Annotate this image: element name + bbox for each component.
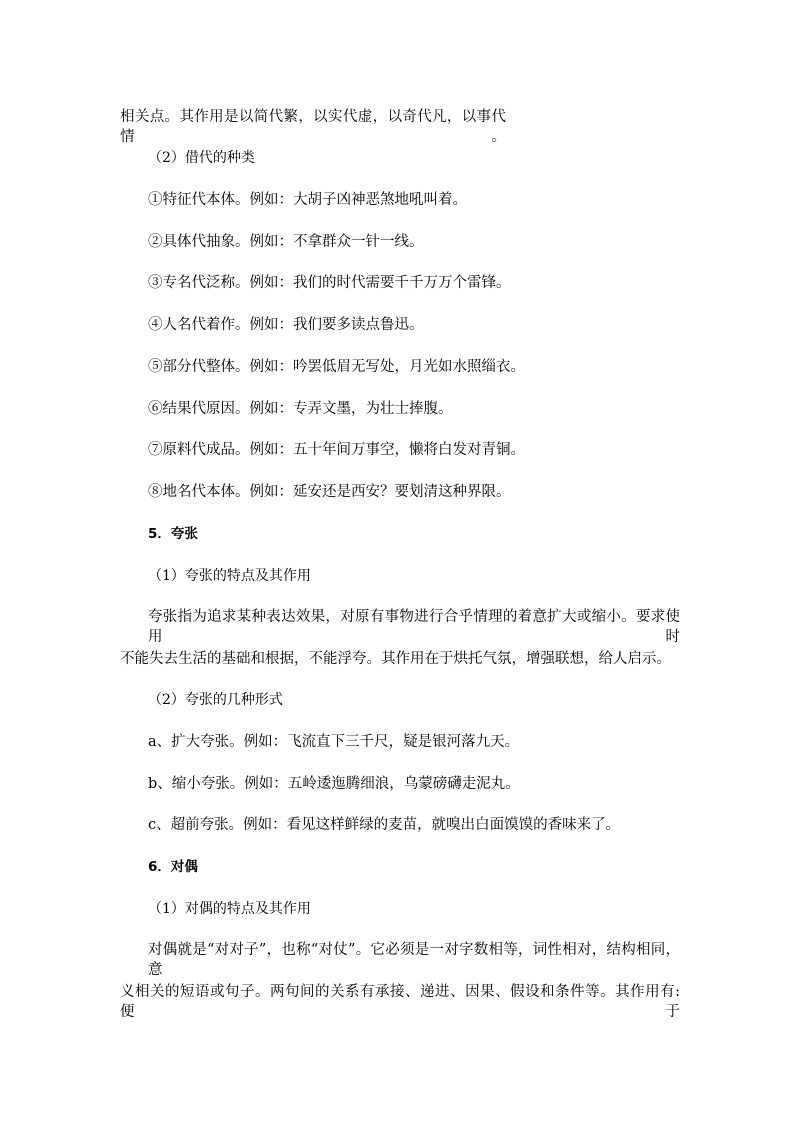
list-item-8: ⑧地名代本体。例如：延安还是西安？要划清这种界限。 [148,484,511,500]
list-item-4: ④人名代着作。例如：我们要多读点鲁迅。 [148,317,424,333]
section-heading-hyperbole: 5．夸张 [148,526,198,542]
list-item-5: ⑤部分代整体。例如：吟罢低眉无写处，月光如水照缁衣。 [148,359,525,375]
paragraph-hyperbole-line-1: 夸张指为追求某种表达效果，对原有事物进行合乎情理的着意扩大或缩小。要求使用时 [148,609,680,645]
subheading-hyperbole-forms: （2）夸张的几种形式 [148,692,283,708]
subheading-antithesis-features: （1）对偶的特点及其作用 [148,901,311,917]
list-item-6: ⑥结果代原因。例如：专弄文墨，为壮士捧腹。 [148,401,453,417]
paragraph-antithesis-line-1: 对偶就是“对对子”，也称“对仗”。它必须是一对字数相等，词性相对，结构相同，意 [148,942,680,978]
subheading-metonymy-types: （2）借代的种类 [148,150,255,166]
list-item-a: a、扩大夸张。例如：飞流直下三千尺，疑是银河落九天。 [148,734,520,750]
list-item-7: ⑦原料代成品。例如：五十年间万事空，懒将白发对青铜。 [148,442,525,458]
paragraph-continuation-line: 相关点。其作用是以简代繁，以实代虚，以奇代凡，以事代情。 [120,109,506,145]
list-item-c: c、超前夸张。例如：看见这样鲜绿的麦苗，就嗅出白面馍馍的香味来了。 [148,817,621,833]
subheading-hyperbole-features: （1）夸张的特点及其作用 [148,568,311,584]
list-item-2: ②具体代抽象。例如：不拿群众一针一线。 [148,234,424,250]
section-heading-antithesis: 6．对偶 [148,859,198,875]
list-item-1: ①特征代本体。例如：大胡子凶神恶煞地吼叫着。 [148,192,467,208]
list-item-b: b、缩小夸张。例如：五岭逶迤腾细浪，乌蒙磅礴走泥丸。 [148,776,520,792]
list-item-3: ③专名代泛称。例如：我们的时代需要千千万万个雷锋。 [148,275,511,291]
paragraph-antithesis-line-2: 义相关的短语或句子。两句间的关系有承接、递进、因果、假设和条件等。其作用有: 便于 [120,984,680,1020]
paragraph-hyperbole-line-2: 不能失去生活的基础和根据，不能浮夸。其作用在于烘托气氛，增强联想，给人启示。 [120,651,671,667]
